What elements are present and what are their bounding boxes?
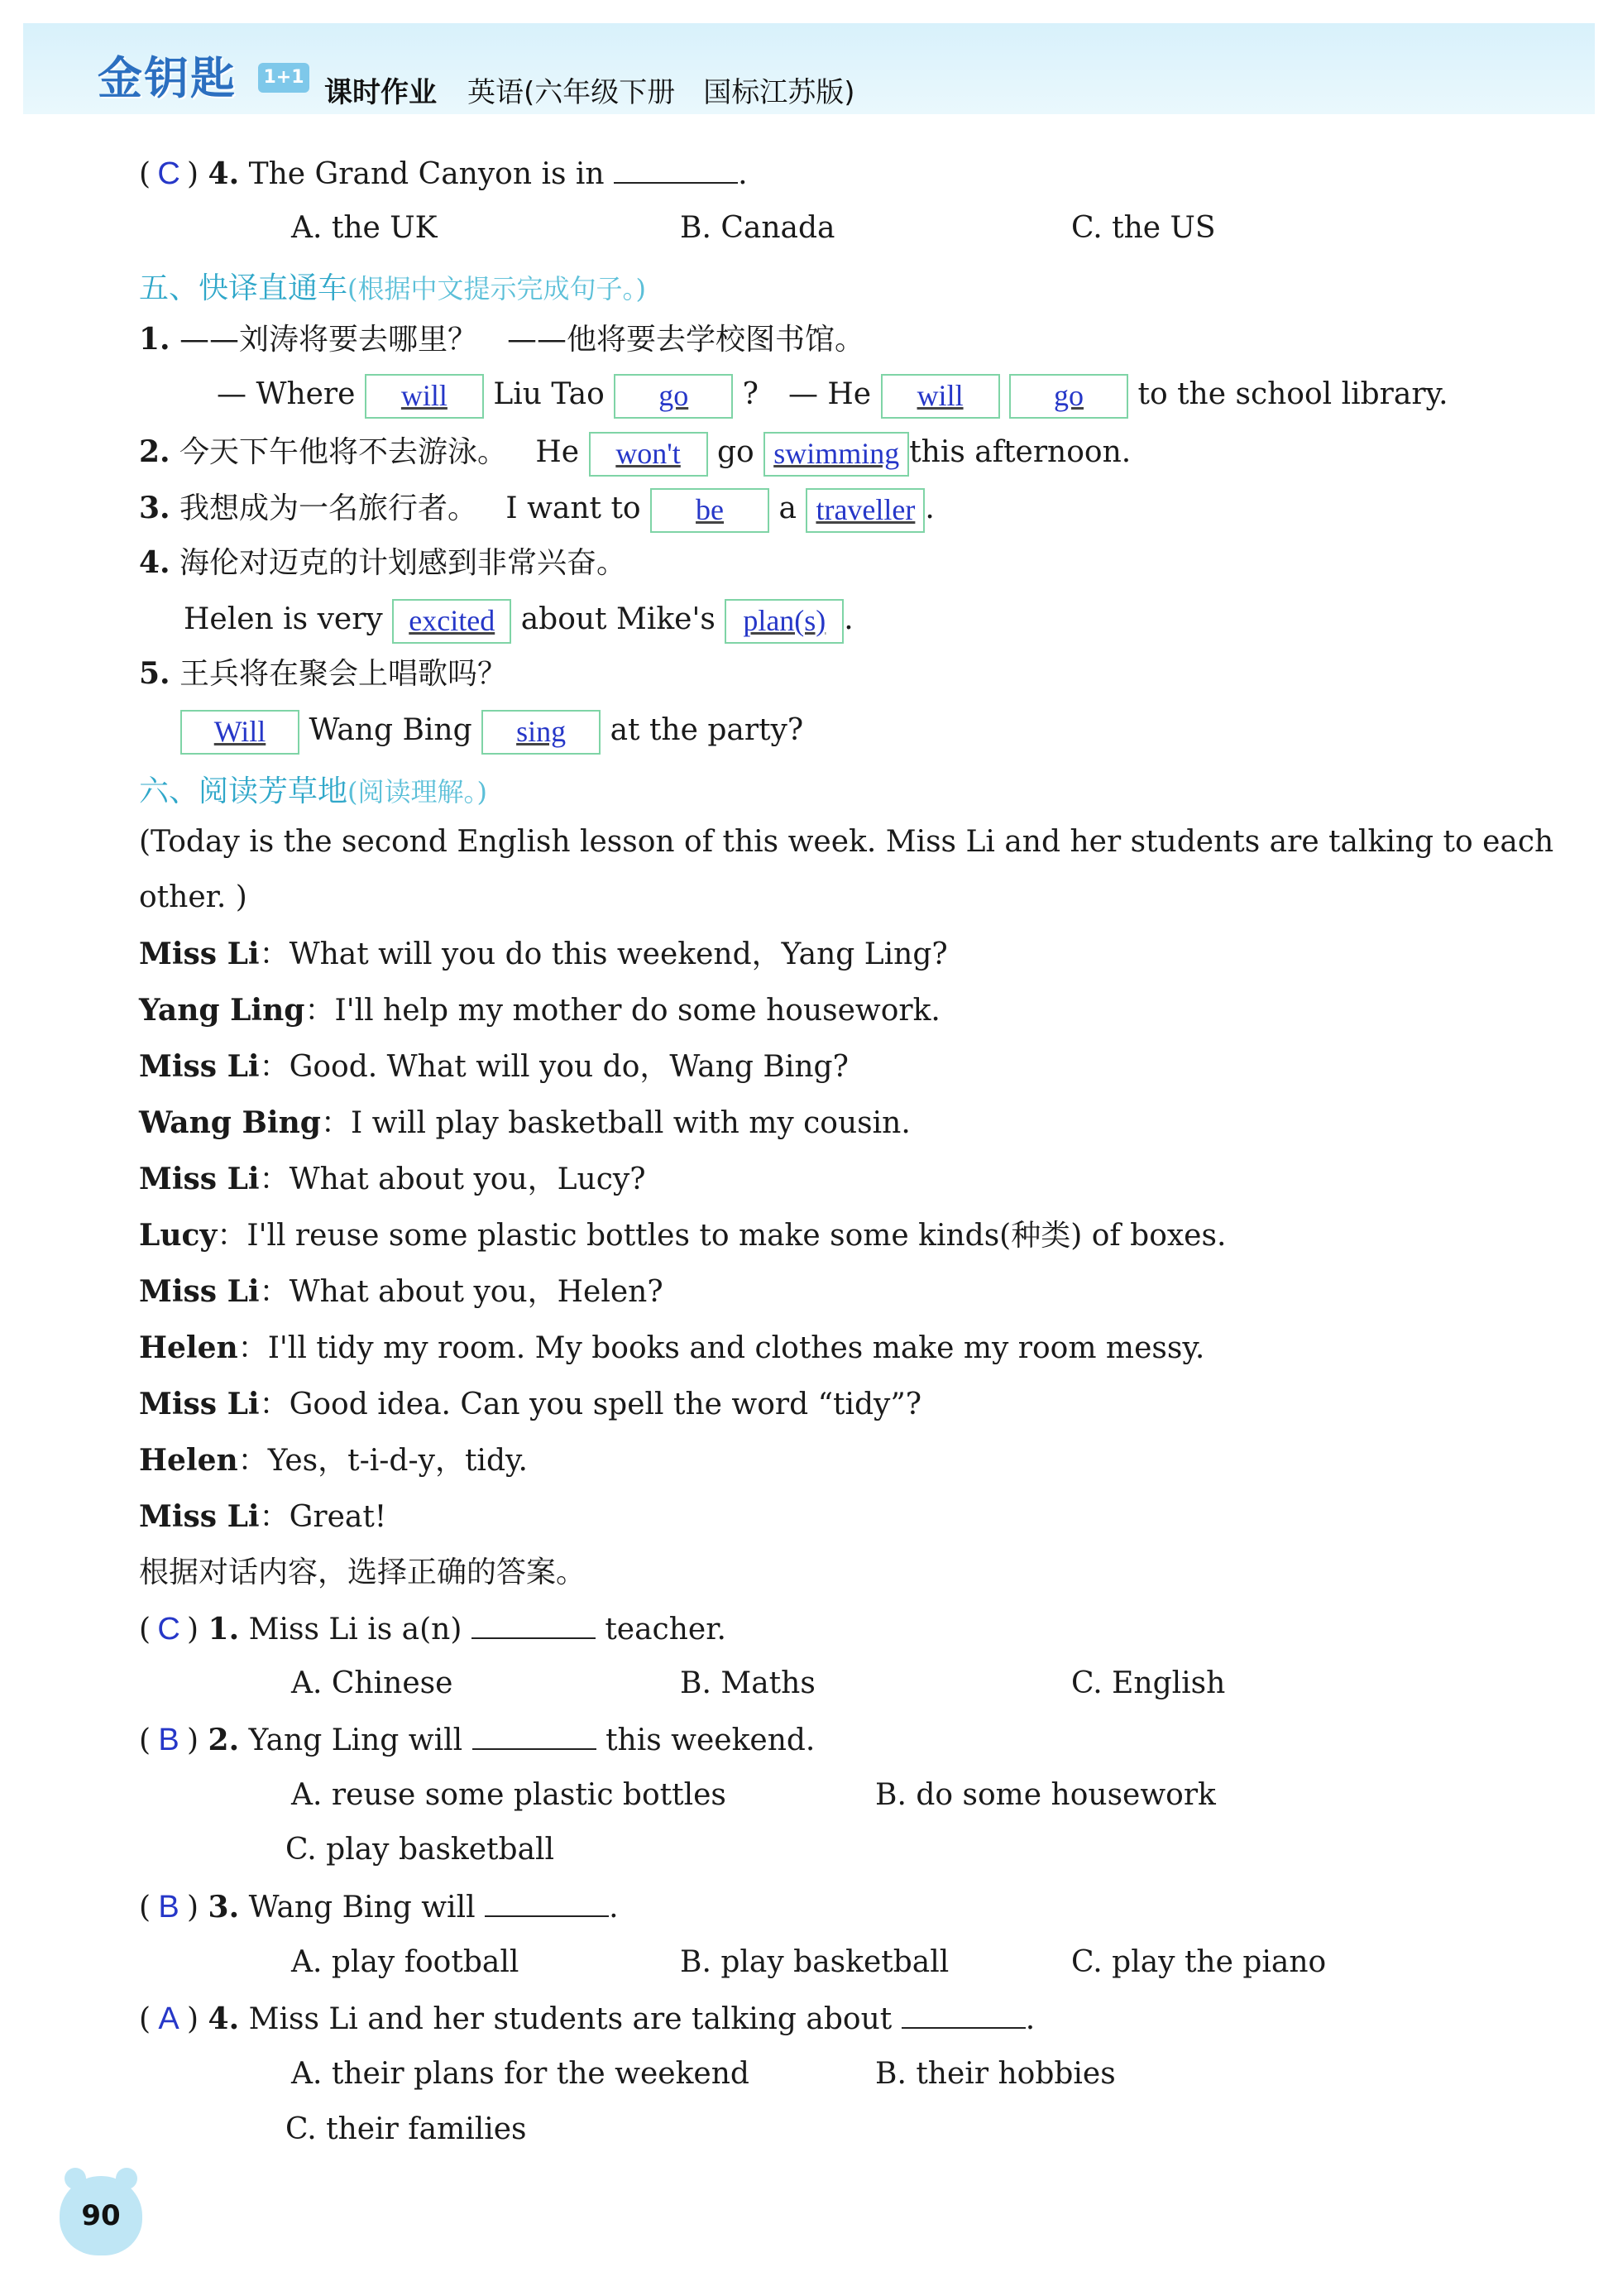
reading-question-1: ( C ) 1. Miss Li is a(n) teacher. — [139, 1612, 726, 1647]
answer-box: go — [1009, 374, 1128, 419]
answer-choice: C — [157, 156, 180, 191]
option-a: A. their plans for the weekend — [291, 2057, 749, 2091]
answer-blank — [472, 1723, 596, 1750]
s5-q3: 3. 我想成为一名旅行者。 I want to be a traveller . — [139, 488, 935, 533]
dialogue-line: Miss Li：Great! — [139, 1499, 387, 1534]
answer-box: traveller — [806, 488, 925, 533]
option-b: B. Maths — [680, 1666, 816, 1700]
answer-box: will — [881, 374, 1000, 419]
logo-badge: 1+1 — [258, 63, 309, 93]
dialogue-line: Miss Li：What will you do this weekend，Yang Ling? — [139, 937, 948, 971]
s5-q1-cn: 1. ——刘涛将要去哪里？ ——他将要去学校图书馆。 — [139, 322, 865, 357]
answer-box: go — [614, 374, 733, 419]
intro-line-1: (Today is the second English lesson of this week. Miss Li and her students are talking to each — [139, 825, 1554, 859]
dialogue-line: Miss Li：What about you，Helen? — [139, 1274, 663, 1309]
answer-choice: A — [158, 2001, 179, 2036]
answer-box: will — [365, 374, 484, 419]
dialogue-line: Miss Li：Good idea. Can you spell the word “tidy”? — [139, 1387, 922, 1421]
option-a: A. play football — [291, 1945, 519, 1979]
answer-box: plan(s) — [725, 599, 844, 644]
reading-question-2: ( B ) 2. Yang Ling will this weekend. — [139, 1723, 816, 1757]
answer-blank — [471, 1613, 596, 1639]
header-title: 课时作业 — [324, 76, 437, 109]
dialogue-line: Helen：I'll tidy my room. My books and clothes make my room messy. — [139, 1330, 1205, 1365]
option-a: A. the UK — [291, 211, 438, 245]
answer-box: swimming — [763, 432, 909, 477]
s5-q1-en: — Where will Liu Tao go ? — He will go to the school library. — [217, 374, 1448, 419]
dialogue-line: Miss Li：Good. What will you do，Wang Bing? — [139, 1049, 849, 1084]
answer-blank — [485, 1891, 609, 1917]
s5-q5-cn: 5. 王兵将在聚会上唱歌吗？ — [139, 656, 508, 691]
page-number: 90 — [60, 2176, 142, 2255]
answer-choice: B — [158, 1890, 179, 1925]
header-subtitle: 英语(六年级下册 国标江苏版) — [467, 76, 855, 109]
option-a: A. Chinese — [291, 1666, 453, 1700]
option-b: B. play basketball — [680, 1945, 950, 1979]
answer-box: won't — [589, 432, 708, 477]
answer-blank — [614, 157, 738, 184]
option-c: C. play the piano — [1071, 1945, 1327, 1979]
section-6-title: 六、阅读芳草地(阅读理解。) — [139, 774, 487, 808]
answer-box: sing — [481, 710, 601, 755]
option-c: C. play basketball — [285, 1833, 555, 1867]
answer-box: be — [650, 488, 769, 533]
option-a: A. reuse some plastic bottles — [291, 1778, 726, 1812]
option-c: C. their families — [285, 2112, 527, 2146]
s5-q4-cn: 4. 海伦对迈克的计划感到非常兴奋。 — [139, 545, 627, 580]
answer-choice: C — [157, 1612, 180, 1647]
s5-q5-en: Will Wang Bing sing at the party? — [180, 710, 803, 755]
answer-blank — [902, 2002, 1026, 2029]
option-b: B. Canada — [680, 211, 835, 245]
answer-choice: B — [158, 1723, 179, 1757]
intro-line-2: other. ) — [139, 880, 247, 914]
brand-logo: 金钥匙 — [98, 52, 237, 104]
dialogue-line: Yang Ling：I'll help my mother do some housework. — [139, 993, 941, 1028]
answer-box: Will — [180, 710, 299, 755]
option-b: B. their hobbies — [875, 2057, 1116, 2091]
s5-q4-en: Helen is very excited about Mike's plan(s) . — [184, 599, 854, 644]
dialogue-line: Miss Li：What about you，Lucy? — [139, 1162, 646, 1196]
option-c: C. English — [1071, 1666, 1226, 1700]
instruction: 根据对话内容，选择正确的答案。 — [139, 1555, 586, 1589]
dialogue-line: Lucy：I'll reuse some plastic bottles to make some kinds(种类) of boxes. — [139, 1218, 1227, 1253]
option-b: B. do some housework — [875, 1778, 1216, 1812]
section-5-title: 五、快译直通车(根据中文提示完成句子。) — [139, 271, 646, 305]
dialogue-line: Wang Bing：I will play basketball with my cousin. — [139, 1105, 911, 1140]
reading-question-3: ( B ) 3. Wang Bing will . — [139, 1890, 619, 1925]
option-c: C. the US — [1071, 211, 1216, 245]
answer-box: excited — [392, 599, 511, 644]
s5-q2: 2. 今天下午他将不去游泳。 He won't go swimming this afternoon. — [139, 432, 1131, 477]
reading-question-4: ( A ) 4. Miss Li and her students are talking about . — [139, 2001, 1036, 2036]
dialogue-line: Helen：Yes，t-i-d-y，tidy. — [139, 1443, 528, 1478]
question-4: ( C ) 4. The Grand Canyon is in . — [139, 156, 748, 191]
